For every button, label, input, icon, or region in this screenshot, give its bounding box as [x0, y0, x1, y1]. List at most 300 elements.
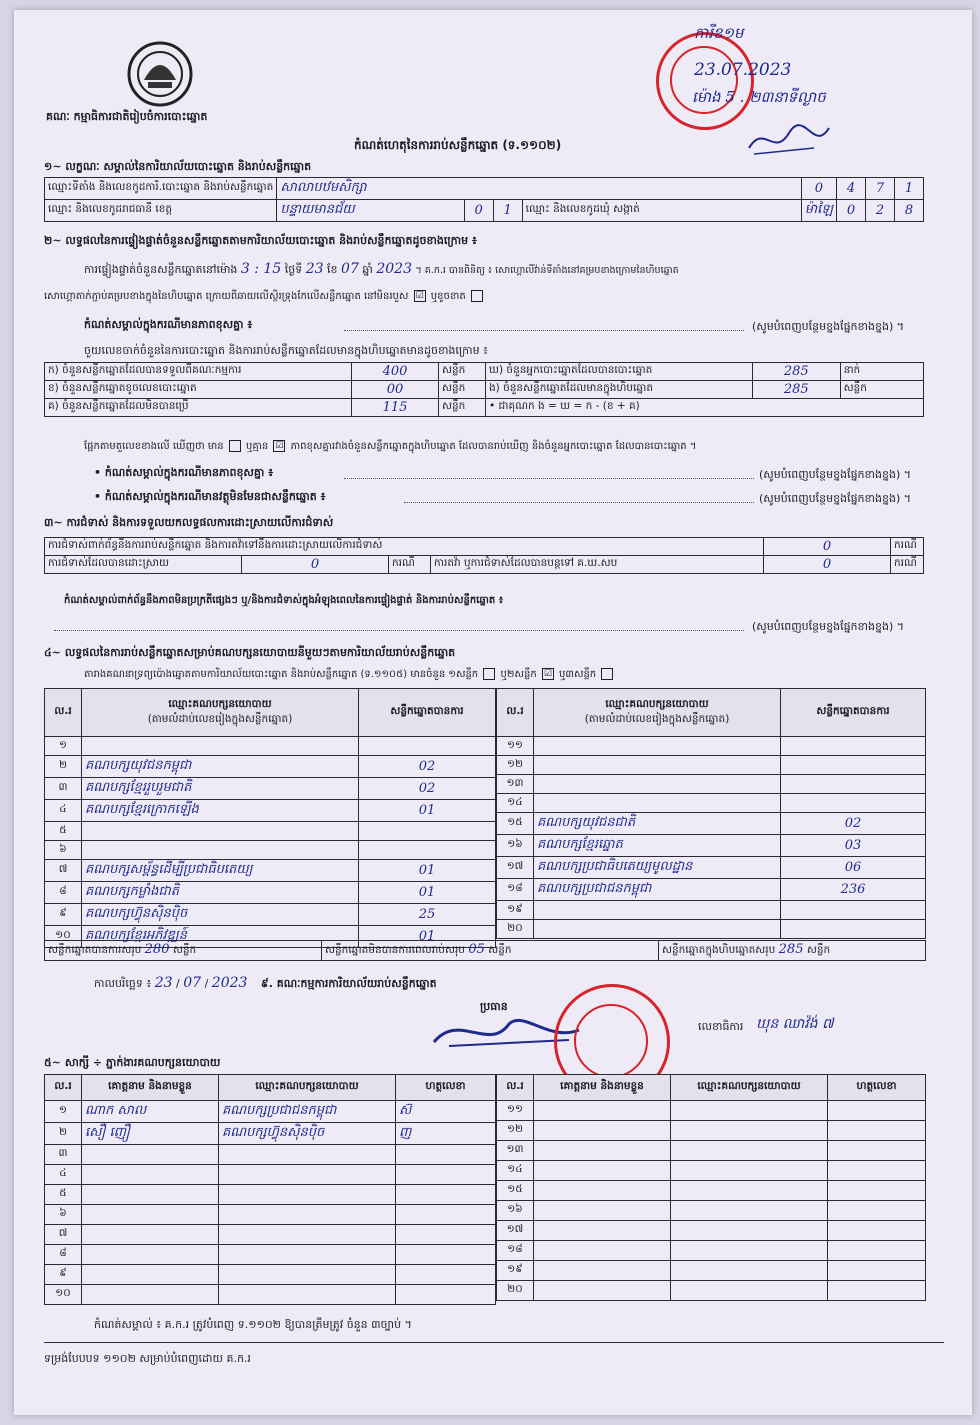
- party-votes: 01: [359, 882, 496, 904]
- witness-col-no: ល.រ: [45, 1075, 82, 1101]
- verify-time: 3 : 15: [240, 261, 282, 277]
- party-name: គណបក្សយុវជនជាតិ: [534, 813, 781, 835]
- witness-party: [671, 1221, 828, 1241]
- footer-divider: [44, 1342, 944, 1343]
- forwarded-label: ការតវ៉ា ឬការជំទាស់ដែលបានបន្តទៅ គ.ឃ.សប: [431, 556, 764, 574]
- row-no: ៧: [45, 860, 82, 882]
- witness-col-sign: ហត្ថលេខា: [396, 1075, 496, 1101]
- witness-name: [82, 1205, 219, 1225]
- table-row: [45, 1123, 496, 1145]
- table-row: [45, 1145, 496, 1165]
- party-votes: [359, 822, 496, 841]
- witness-party: [219, 1265, 396, 1285]
- row-no: ៦: [45, 841, 82, 860]
- witness-left-body: [45, 1101, 496, 1305]
- stamp-date: 23.07.2023: [694, 60, 792, 80]
- witness-signature: [828, 1201, 926, 1221]
- date-day: 23: [154, 975, 173, 991]
- results-right-body: [497, 737, 926, 939]
- province-value: បន្ទាយមានជ័យ: [277, 200, 464, 222]
- witness-signature: [828, 1281, 926, 1301]
- objection-value: 0: [764, 538, 891, 556]
- results-table-right: [496, 688, 926, 939]
- party-name: [534, 901, 781, 920]
- count-value-b: 00: [352, 381, 439, 399]
- witness-table-right: [496, 1074, 926, 1301]
- row-no: ១៧: [497, 1221, 534, 1241]
- committee-label: ៩. គណៈកម្មការការិយាល័យរាប់សន្លឹកឆ្នោត: [260, 977, 437, 990]
- verify-text-b: ថ្ងៃទី: [284, 263, 303, 276]
- party-votes: [359, 841, 496, 860]
- org-name: គណៈ កម្មាធិការជាតិរៀបចំការបោះឆ្នោត: [46, 110, 208, 123]
- witness-party: [671, 1161, 828, 1181]
- party-name: គណបក្សខ្មែរឆ្នោត: [534, 835, 781, 857]
- witness-name: ណាក សាល: [82, 1101, 219, 1123]
- row-no: ១៣: [497, 1141, 534, 1161]
- row-no: ១៤: [497, 1161, 534, 1181]
- location-code-1: 0: [801, 178, 836, 200]
- witness-name: [82, 1225, 219, 1245]
- province-label: ឈ្មោះ និងលេខកូដរាជធានី ខេត្ត: [45, 200, 277, 222]
- table-row: [497, 775, 926, 794]
- count-unit-b: សន្លឹក: [439, 381, 486, 399]
- row-no: ៩: [45, 904, 82, 926]
- location-label: ឈ្មោះទីតាំង និងលេខកូដការិ.បោះឆ្នោត និងរាប់សន្លឹកឆ្នោត: [45, 178, 277, 200]
- table-row: [497, 1101, 926, 1121]
- table-row: [45, 1245, 496, 1265]
- party-votes: 01: [359, 800, 496, 822]
- witness-party: [219, 1225, 396, 1245]
- count-unit-e: សន្លឹក: [840, 381, 923, 399]
- note-foreign-line: [404, 502, 754, 503]
- province-code-1: 0: [464, 200, 493, 222]
- witness-signature: [828, 1181, 926, 1201]
- witness-col-sign-right: ហត្ថលេខា: [828, 1075, 926, 1101]
- witness-signature: [396, 1145, 496, 1165]
- date-line: កាលបរិច្ឆេទ ៖ 23 / 07 / 2023 ៩. គណៈកម្មការការិយាល័យរាប់សន្លឹកឆ្នោត: [94, 975, 437, 991]
- witness-col-party-right: ឈ្មោះគណបក្សនយោបាយ: [671, 1075, 828, 1101]
- party-name: គណបក្សខ្មែរអភិវឌ្ឍន៍: [82, 926, 359, 948]
- count-row: [45, 363, 924, 381]
- location-value: សាលាបឋមសិក្សា: [277, 178, 801, 200]
- witness-name: [534, 1161, 671, 1181]
- seal-intact-checkbox[interactable]: ☑: [415, 291, 424, 301]
- verify-note-line: [344, 330, 744, 331]
- row-no: ២: [45, 1123, 82, 1145]
- total-valid: 280: [144, 942, 170, 957]
- party-votes: 02: [359, 756, 496, 778]
- commune-code-3: 8: [895, 200, 924, 222]
- witness-col-party: ឈ្មោះគណបក្សនយោបាយ: [219, 1075, 396, 1101]
- resolved-unit: ករណី: [389, 556, 431, 574]
- witness-name: [82, 1185, 219, 1205]
- verify-text-e: ។ គ.ក.រ បានពិនិត្យ ៖ សោហ្គោលីវ៉ាន់ទីតាំងនៅគម្របខាងក្រោមនៃហិបឆ្នោត: [415, 265, 679, 276]
- verify-note: កំណត់សម្គាល់ក្នុងករណីមានភាពខុសគ្នា ៖: [84, 318, 253, 331]
- witness-name: [82, 1145, 219, 1165]
- party-votes: [781, 737, 926, 756]
- witness-signature: [396, 1165, 496, 1185]
- party-name: [82, 737, 359, 756]
- verify-text-c: ខែ: [327, 263, 338, 276]
- count-formula: • ជាគុណក ង = ឃ = ក - (ខ + គ): [486, 399, 924, 417]
- table-row: [497, 756, 926, 775]
- location-code-4: 1: [895, 178, 924, 200]
- total-box: 285: [778, 942, 804, 957]
- party-name: គណបក្សប្រជាជនកម្ពុជា: [534, 879, 781, 901]
- witness-party: [671, 1121, 828, 1141]
- row-no: ៧: [45, 1225, 82, 1245]
- row-no: ១: [45, 1101, 82, 1123]
- col-party: ឈ្មោះគណបក្សនយោបាយ (តាមលំដាប់លេខរៀងក្នុងសន្លឹកឆ្នោត): [82, 689, 359, 737]
- chair-label: ប្រធាន: [480, 1000, 508, 1013]
- table-row: [497, 813, 926, 835]
- witness-signature: [396, 1265, 496, 1285]
- verify-text-d: ឆ្នាំ: [362, 263, 373, 276]
- count-label-b: ខ) ចំនួនសន្លឹកឆ្នោតខូចលេខបោះឆ្នោត: [45, 381, 352, 399]
- row-no: ១២: [497, 1121, 534, 1141]
- party-name: គណបក្សខ្មែរក្រោកឡើង: [82, 800, 359, 822]
- count-unit-a: សន្លឹក: [439, 363, 486, 381]
- nec-emblem-icon: [126, 40, 194, 108]
- table-row: [497, 1201, 926, 1221]
- objection-note: កំណត់សម្គាល់ពាក់ព័ន្ធនឹងភាពមិនប្រក្រតីផ្សេងៗ ឬ/និងការជំទាស់ក្នុងអំឡុងពេលនៃការផ្ទៀងផ្ទាត់ និងការរាប់សន្លឹកឆ្នោត ៖: [64, 595, 504, 606]
- count-value-d: 285: [753, 363, 841, 381]
- col-votes-right: សន្លឹកឆ្នោតបានការ: [781, 689, 926, 737]
- verify-line1: [84, 262, 679, 278]
- count-value-e: 285: [753, 381, 841, 399]
- col-no-right: ល.រ: [497, 689, 534, 737]
- results-left-body: [45, 737, 496, 948]
- table-row: [45, 1225, 496, 1245]
- total-box-cell: សន្លឹកឆ្នោតក្នុងហិបឆ្នោតសរុប 285 សន្លឹក: [659, 941, 926, 961]
- forwarded-value: 0: [764, 556, 891, 574]
- party-votes: 25: [359, 904, 496, 926]
- witness-party: [671, 1241, 828, 1261]
- table-row: [497, 1141, 926, 1161]
- row-no: ១១: [497, 737, 534, 756]
- table-row: [497, 1121, 926, 1141]
- party-name: [534, 920, 781, 939]
- three-sheet-checkbox[interactable]: [601, 668, 613, 680]
- witness-signature: [828, 1101, 926, 1121]
- witness-party: [671, 1261, 828, 1281]
- stamp-time: ម៉ោង 5 . ២៣នាទីល្ងាច: [692, 88, 826, 106]
- section2-title: ២~ លទ្ធផលនៃការផ្ទៀងផ្ទាត់ចំនួនសន្លឹកឆ្នោតតាមការិយាល័យបោះឆ្នោត និងរាប់សន្លឹកឆ្នោតដូចខាងក្រោម ៖: [44, 234, 477, 247]
- note-difference: • កំណត់សម្គាល់ក្នុងករណីមានភាពខុសគ្នា ៖: [94, 466, 274, 479]
- party-name: គណបក្សប្រជាធិបតេយ្យមូលដ្ឋាន: [534, 857, 781, 879]
- objection-note-line: [54, 630, 744, 631]
- witness-signature: [828, 1161, 926, 1181]
- row-no: ១៧: [497, 857, 534, 879]
- witness-party: [671, 1201, 828, 1221]
- secretary-label: លេខាធិការ: [698, 1020, 744, 1033]
- stamp-line1: ការីខ១ម: [694, 24, 744, 42]
- row-no: ១៦: [497, 1201, 534, 1221]
- witness-party: [219, 1185, 396, 1205]
- two-sheet-checkbox[interactable]: ☑: [543, 669, 552, 679]
- totals-table: [44, 940, 926, 961]
- party-votes: [781, 756, 926, 775]
- witness-signature: [396, 1285, 496, 1305]
- row-no: ១១: [497, 1101, 534, 1121]
- witness-name: [82, 1165, 219, 1185]
- witness-name: [534, 1201, 671, 1221]
- witness-col-name-right: គោត្តនាម និងនាមខ្លួន: [534, 1075, 671, 1101]
- count-row: [45, 399, 924, 417]
- count-value-c: 115: [352, 399, 439, 417]
- witness-name: [534, 1221, 671, 1241]
- table-row: [45, 737, 496, 756]
- secretary-name: ឃុន ឈាវ៉ង់ ៧: [756, 1016, 834, 1032]
- row-no: ២០: [497, 1281, 534, 1301]
- seal-broken-checkbox[interactable]: [471, 290, 483, 302]
- location-code-2: 4: [837, 178, 866, 200]
- objection-table: [44, 537, 924, 574]
- row-no: ២: [45, 756, 82, 778]
- row-no: ៥: [45, 1185, 82, 1205]
- verify-day: 23: [305, 261, 324, 277]
- row-no: ១៩: [497, 901, 534, 920]
- location-table: [44, 177, 924, 222]
- row-no: ៥: [45, 822, 82, 841]
- row-no: ១៨: [497, 1241, 534, 1261]
- table-row: [497, 1241, 926, 1261]
- table-row: [497, 901, 926, 920]
- witness-signature: [396, 1205, 496, 1225]
- table-row: [45, 822, 496, 841]
- witness-name: [534, 1121, 671, 1141]
- table-row: [497, 737, 926, 756]
- table-row: [45, 1101, 496, 1123]
- count-label-d: ឃ) ចំនួនអ្នកបោះឆ្នោតដែលបានបោះឆ្នោត: [486, 363, 753, 381]
- witness-party: [219, 1165, 396, 1185]
- table-row: [45, 882, 496, 904]
- party-votes: [781, 775, 926, 794]
- witness-party: [219, 1205, 396, 1225]
- col-votes: សន្លឹកឆ្នោតបានការ: [359, 689, 496, 737]
- party-name: [82, 822, 359, 841]
- party-name: គណបក្សសម្ព័ន្ធដើម្បីប្រជាធិបតេយ្យ: [82, 860, 359, 882]
- row-no: ១៨: [497, 879, 534, 901]
- table-row: [497, 1221, 926, 1241]
- party-name: [534, 775, 781, 794]
- witness-signature: [828, 1121, 926, 1141]
- count-unit-d: នាក់: [840, 363, 923, 381]
- verify-line2: សោហ្គោតាក់ភ្ជាប់គម្របខាងក្នុងនៃហិបឆ្នោត ក្រោយពីឆាយលើស្ថិរទ្រុងកែលើសន្លឹកឆ្នោត នៅមិនរបួស ☑ ឬខូចខាត: [44, 290, 485, 304]
- table-row: [497, 1281, 926, 1301]
- table-row: [45, 860, 496, 882]
- row-no: ១: [45, 737, 82, 756]
- footer-text: ទម្រង់បែបបទ ១១០២ សម្រាប់បំពេញដោយ គ.ក.រ: [44, 1352, 251, 1365]
- witness-signature: ស៊: [396, 1101, 496, 1123]
- witness-party: [219, 1285, 396, 1305]
- note-foreign-object: • កំណត់សម្គាល់ក្នុងករណីមានវត្ថុមិនមែនជាសន្លឹកឆ្នោត ៖: [94, 490, 326, 503]
- verify-fill-hint: (សូមបំពេញបន្ថែមខ្នងផ្នែកខាងខ្នង) ។: [752, 320, 904, 333]
- note-difference-hint: (សូមបំពេញបន្ថែមខ្នងផ្នែកខាងខ្នង) ។: [759, 468, 911, 481]
- party-name: [534, 756, 781, 775]
- row-no: ១៩: [497, 1261, 534, 1281]
- party-votes: 01: [359, 860, 496, 882]
- witness-party: [671, 1181, 828, 1201]
- row-no: ៩: [45, 1265, 82, 1285]
- section4-title: ៤~ លទ្ធផលនៃការរាប់សន្លឹកឆ្នោតសម្រាប់គណបក្សនយោបាយនីមួយៗតាមការិយាល័យរាប់សន្លឹកឆ្នោត: [44, 646, 456, 659]
- witness-party: [671, 1141, 828, 1161]
- count-table: [44, 362, 924, 417]
- party-votes: 02: [359, 778, 496, 800]
- witness-signature: [828, 1221, 926, 1241]
- witness-signature: ញ: [396, 1123, 496, 1145]
- objection-unit: ករណី: [891, 538, 924, 556]
- row-no: ២០: [497, 920, 534, 939]
- witness-footnote: កំណត់សម្គាល់ ៖ គ.ក.រ ត្រូវបំពេញ ទ.១១០២ ឱ្យបានត្រឹមត្រូវ ចំនួន ៣ច្បាប់ ។: [94, 1318, 412, 1331]
- table-row: [45, 1285, 496, 1305]
- table-row: [45, 904, 496, 926]
- count-row: [45, 381, 924, 399]
- total-invalid-cell: សន្លឹកឆ្នោតមិនបានការពេលរាប់សរុប 05 សន្លឹក: [322, 941, 659, 961]
- forwarded-unit: ករណី: [891, 556, 924, 574]
- row-no: ១៥: [497, 1181, 534, 1201]
- witness-party: គណបក្សប្រជាជនកម្ពុជា: [219, 1101, 396, 1123]
- witness-signature: [396, 1185, 496, 1205]
- table-row: [45, 800, 496, 822]
- section1-title: ១~ លក្ខណៈ សម្គាល់នៃការិយាល័យបោះឆ្នោត និងរាប់សន្លឹកឆ្នោត: [44, 160, 312, 173]
- party-name: គណបក្សហ៊្វុនស៊ិនប៉ិច: [82, 904, 359, 926]
- witness-name: [534, 1281, 671, 1301]
- row-no: ៣: [45, 778, 82, 800]
- no-mismatch-checkbox[interactable]: ☑: [275, 441, 284, 451]
- party-votes: [781, 920, 926, 939]
- table-row: [497, 1161, 926, 1181]
- witness-party: [219, 1145, 396, 1165]
- col-party-right: ឈ្មោះគណបក្សនយោបាយ (តាមលំដាប់លេខរៀងក្នុងសន្លឹកឆ្នោត): [534, 689, 781, 737]
- witness-signature: [828, 1261, 926, 1281]
- table-row: [497, 1261, 926, 1281]
- party-name: គណបក្សកម្លាំងជាតិ: [82, 882, 359, 904]
- section3-title: ៣~ ការជំទាស់ និងការទទួលយកលទ្ធផលការដោះស្រាយលើការជំទាស់: [44, 516, 334, 529]
- form-page: [14, 10, 972, 1415]
- party-votes: 02: [781, 813, 926, 835]
- mismatch-checkbox[interactable]: [229, 440, 241, 452]
- section5-title: ៥~ សាក្សី ÷ ភ្នាក់ងារគណបក្សនយោបាយ: [44, 1056, 221, 1069]
- total-invalid: 05: [468, 942, 485, 957]
- match-line: ផ្អែកតាមតួលេខខាងលើ ឃើញថា មាន ឬគ្មាន ☑ ភាពខុសគ្នារវាងចំនួនសន្លឹកឆ្នោតក្នុងហិបឆ្នោត ដែលបានរាប់ឃើញ និងចំនួនអ្នកបោះឆ្នោត ដែលបានបោះឆ្នោត ។: [84, 441, 697, 452]
- witness-name: [82, 1265, 219, 1285]
- date-month: 07: [183, 975, 202, 991]
- stamp-signature-icon: [744, 118, 834, 162]
- witness-name: [534, 1101, 671, 1121]
- party-name: [82, 841, 359, 860]
- table-row: [497, 857, 926, 879]
- province-code-2: 1: [493, 200, 522, 222]
- one-sheet-checkbox[interactable]: [483, 668, 495, 680]
- location-code-3: 7: [866, 178, 895, 200]
- table-row: [45, 1165, 496, 1185]
- witness-name: [82, 1245, 219, 1265]
- verify-text-a: ការផ្ទៀងផ្ទាត់ចំនួនសន្លឹកឆ្នោតនៅម៉ោង: [84, 263, 238, 276]
- verify-year: 2023: [376, 261, 412, 277]
- count-label-a: ក) ចំនួនសន្លឹកឆ្នោតដែលបានទទួលពីគណៈកម្មការ: [45, 363, 352, 381]
- witness-party: គណបក្សហ៊្វុនស៊ិនប៉ិច: [219, 1123, 396, 1145]
- witness-table-left: [44, 1074, 496, 1305]
- witness-name: [82, 1285, 219, 1305]
- table-row: [497, 835, 926, 857]
- row-no: ៤: [45, 800, 82, 822]
- table-row: [45, 778, 496, 800]
- witness-party: [671, 1281, 828, 1301]
- results-table-left: [44, 688, 496, 948]
- commune-label: ឈ្មោះ និងលេខកូដឃុំ សង្កាត់: [522, 200, 801, 222]
- witness-name: សឿ ញឿ: [82, 1123, 219, 1145]
- row-no: ៦: [45, 1205, 82, 1225]
- party-votes: [781, 901, 926, 920]
- witness-name: [534, 1241, 671, 1261]
- section4-intro: តារាងគណនាទ្រព្យប៉ោងឆ្នោតតាមការិយាល័យបោះឆ្នោត និងរាប់សន្លឹកឆ្នោត (ទ.១១០៥) មានចំនួន ១សន្លឹក ឬ២សន្លឹក ☑ ឬ៣សន្លឹក: [84, 668, 615, 682]
- witness-signature: [396, 1225, 496, 1245]
- table-row: [45, 756, 496, 778]
- witness-col-name: គោត្តនាម និងនាមខ្លួន: [82, 1075, 219, 1101]
- count-label-e: ង) ចំនួនសន្លឹកឆ្នោតដែលមានក្នុងហិបឆ្នោត: [486, 381, 753, 399]
- table-row: [45, 1185, 496, 1205]
- table-row: [497, 794, 926, 813]
- party-votes: 06: [781, 857, 926, 879]
- witness-signature: [828, 1241, 926, 1261]
- party-name: [534, 737, 781, 756]
- witness-party: [671, 1101, 828, 1121]
- objection-fill-hint: (សូមបំពេញបន្ថែមខ្នងផ្នែកខាងខ្នង) ។: [752, 620, 904, 633]
- witness-signature: [396, 1245, 496, 1265]
- table-row: [497, 1181, 926, 1201]
- col-no: ល.រ: [45, 689, 82, 737]
- row-no: ៨: [45, 882, 82, 904]
- witness-party: [219, 1245, 396, 1265]
- count-unit-c: សន្លឹក: [439, 399, 486, 417]
- witness-col-no-right: ល.រ: [497, 1075, 534, 1101]
- witness-name: [534, 1261, 671, 1281]
- table-row: [45, 841, 496, 860]
- table-row: [497, 879, 926, 901]
- table-row: [497, 920, 926, 939]
- row-no: ១៤: [497, 794, 534, 813]
- verify-month: 07: [341, 261, 359, 277]
- row-no: ១៥: [497, 813, 534, 835]
- commune-code-1: 0: [837, 200, 866, 222]
- witness-right-body: [497, 1101, 926, 1301]
- party-votes: [781, 794, 926, 813]
- total-valid-cell: សន្លឹកឆ្នោតបានការសរុប 280 សន្លឹក: [45, 941, 322, 961]
- row-no: ១៦: [497, 835, 534, 857]
- row-no: ៤: [45, 1165, 82, 1185]
- party-votes: 01: [359, 926, 496, 948]
- form-title: កំណត់ហេតុនៃការរាប់សន្លឹកឆ្នោត (ទ.១១០២): [354, 138, 562, 152]
- witness-name: [534, 1181, 671, 1201]
- row-no: ១០: [45, 926, 82, 948]
- witness-name: [534, 1141, 671, 1161]
- resolved-label: ការជំទាស់ដែលបានដោះស្រាយ: [45, 556, 242, 574]
- party-name: គណបក្សខ្មែររួបរួមជាតិ: [82, 778, 359, 800]
- date-year: 2023: [211, 975, 248, 991]
- commune-code-2: 2: [866, 200, 895, 222]
- row-no: ១០: [45, 1285, 82, 1305]
- table-row: [45, 1265, 496, 1285]
- official-round-stamp-inner-icon: [574, 1004, 648, 1078]
- resolved-value: 0: [242, 556, 389, 574]
- row-no: ១៣: [497, 775, 534, 794]
- row-no: ១២: [497, 756, 534, 775]
- count-label-c: គ) ចំនួនសន្លឹកឆ្នោតដែលមិនបានប្រើ: [45, 399, 352, 417]
- count-intro: ចួយលេខចាក់ចំនួននៃការបោះឆ្នោត និងការរាប់សន្លឹកឆ្នោតដែលមានក្នុងហិបឆ្នោតមានដូចខាងក្រោម ៖: [84, 344, 488, 357]
- party-name: គណបក្សយុវជនកម្ពុជា: [82, 756, 359, 778]
- witness-signature: [828, 1141, 926, 1161]
